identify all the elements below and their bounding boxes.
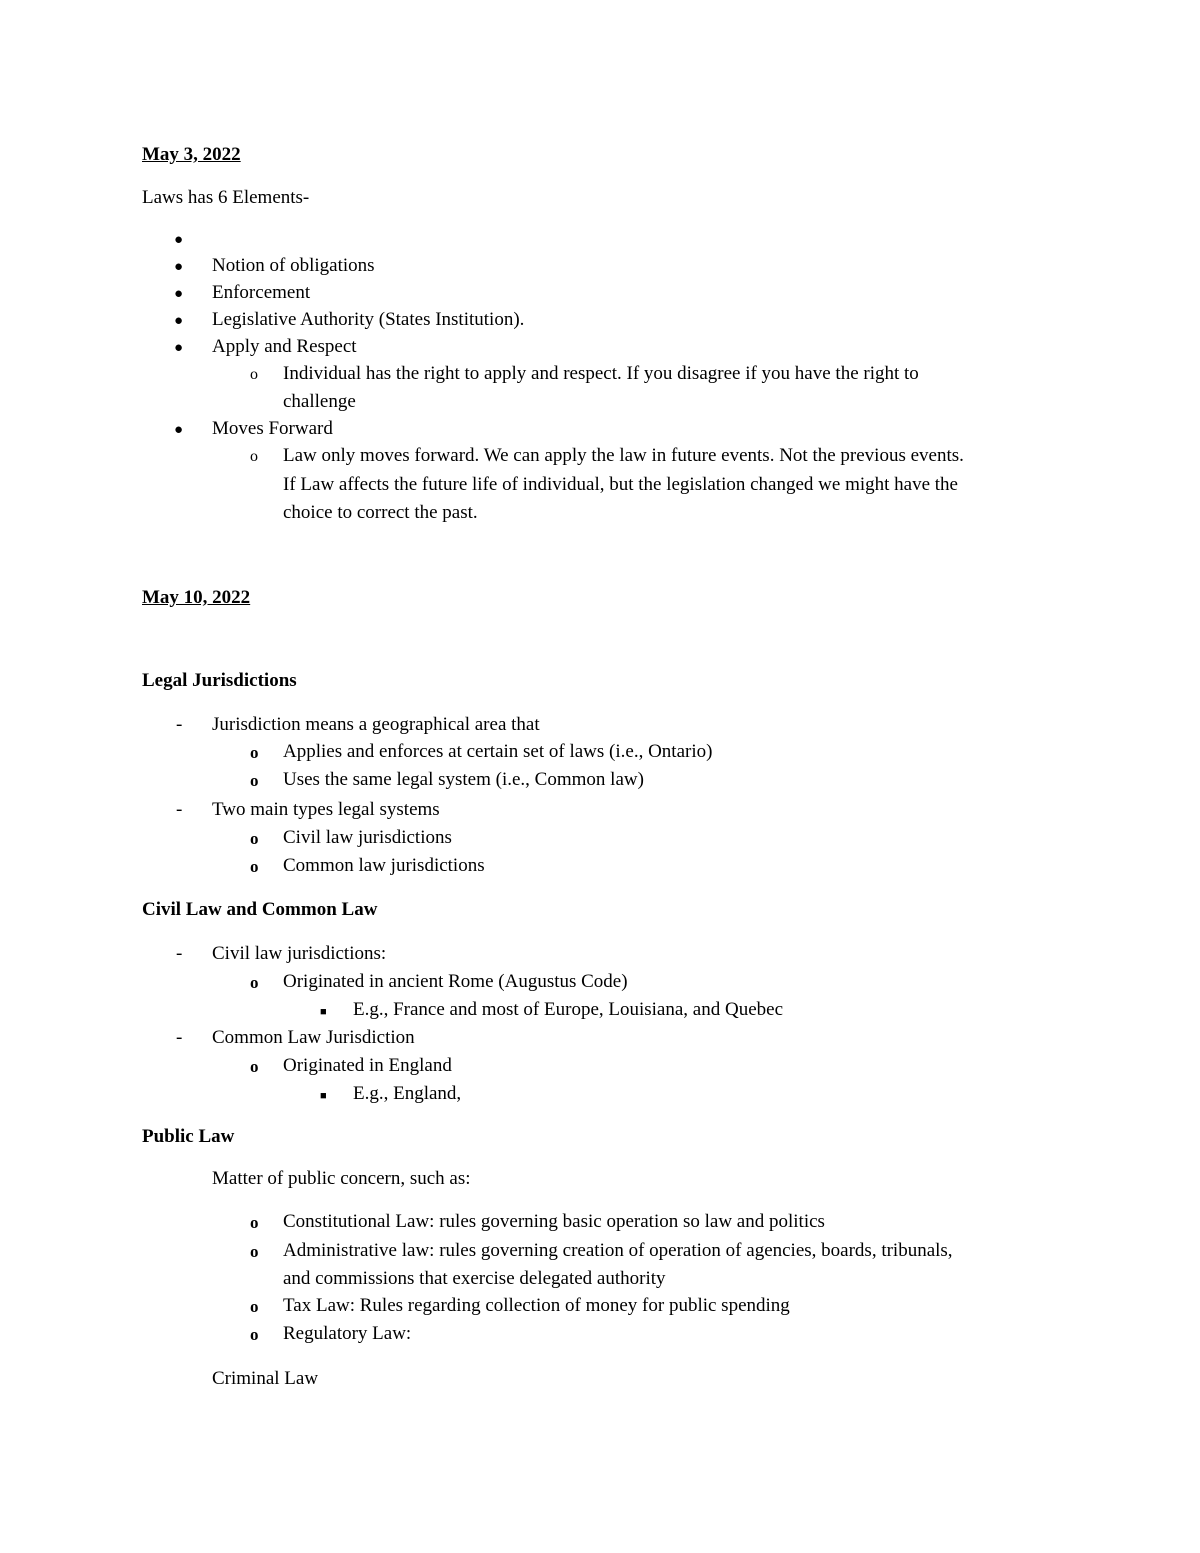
sub-list-item-continued: choice to correct the past.	[283, 502, 478, 523]
sub-list-item: Constitutional Law: rules governing basic operation so law and politics	[283, 1211, 825, 1232]
bullet-marker: ●	[174, 232, 184, 248]
sub-list-item: Originated in ancient Rome (Augustus Code)	[283, 971, 628, 992]
sub-bullet-marker: o	[250, 1242, 259, 1261]
list-item: Apply and Respect	[212, 336, 357, 357]
list-item: Jurisdiction means a geographical area that	[212, 714, 540, 735]
sub-list-item: Common law jurisdictions	[283, 855, 485, 876]
sub-bullet-marker: o	[250, 1325, 259, 1344]
sub-bullet-marker: o	[250, 743, 259, 762]
sub-sub-list-item: E.g., France and most of Europe, Louisiana, and Quebec	[353, 999, 784, 1020]
sub-sub-bullet-marker: ■	[320, 1090, 327, 1102]
bullet-marker: ●	[174, 286, 184, 302]
civil-common-law-heading: Civil Law and Common Law	[142, 899, 378, 920]
dash-marker: -	[176, 943, 183, 964]
sub-list-item: Regulatory Law:	[283, 1323, 412, 1344]
dash-marker: -	[176, 714, 183, 735]
sub-list-item-continued: challenge	[283, 391, 356, 412]
list-item: Moves Forward	[212, 418, 333, 439]
bullet-marker: ●	[174, 340, 184, 356]
public-law-heading: Public Law	[142, 1126, 235, 1147]
sub-bullet-marker: o	[250, 1057, 259, 1076]
laws-intro: Laws has 6 Elements-	[142, 187, 310, 208]
bullet-marker: ●	[174, 259, 184, 275]
sub-list-item: Tax Law: Rules regarding collection of money for public spending	[283, 1295, 790, 1316]
sub-bullet-marker: o	[250, 448, 258, 465]
sub-list-item: Originated in England	[283, 1055, 452, 1076]
sub-bullet-marker: o	[250, 1297, 259, 1316]
list-item: Legislative Authority (States Institution).	[212, 309, 525, 330]
sub-list-item: Administrative law: rules governing creation of operation of agencies, boards, tribunals,	[283, 1240, 953, 1261]
sub-bullet-marker: o	[250, 1213, 259, 1232]
sub-list-item: Civil law jurisdictions	[283, 827, 452, 848]
list-item: Two main types legal systems	[212, 799, 440, 820]
list-item: Civil law jurisdictions:	[212, 943, 387, 964]
bullet-marker: ●	[174, 422, 184, 438]
date-heading-may-10: May 10, 2022	[142, 587, 251, 608]
public-law-intro: Matter of public concern, such as:	[212, 1168, 471, 1189]
sub-sub-bullet-marker: ■	[320, 1006, 327, 1018]
sub-list-item: Uses the same legal system (i.e., Common law)	[283, 769, 644, 790]
list-item: Notion of obligations	[212, 255, 375, 276]
sub-list-item: Individual has the right to apply and respect. If you disagree if you have the right to	[283, 363, 919, 384]
sub-list-item-continued: and commissions that exercise delegated authority	[283, 1268, 666, 1289]
sub-bullet-marker: o	[250, 829, 259, 848]
sub-bullet-marker: o	[250, 973, 259, 992]
sub-list-item-continued: If Law affects the future life of individual, but the legislation changed we might have the	[283, 474, 958, 495]
dash-marker: -	[176, 1027, 183, 1048]
sub-bullet-marker: o	[250, 857, 259, 876]
sub-bullet-marker: o	[250, 771, 259, 790]
legal-jurisdictions-heading: Legal Jurisdictions	[142, 670, 297, 691]
sub-bullet-marker: o	[250, 366, 258, 383]
criminal-law-label: Criminal Law	[212, 1368, 319, 1389]
list-item: Enforcement	[212, 282, 311, 303]
sub-sub-list-item: E.g., England,	[353, 1083, 462, 1104]
dash-marker: -	[176, 799, 183, 820]
list-item: Common Law Jurisdiction	[212, 1027, 415, 1048]
date-heading-may-3: May 3, 2022	[142, 144, 241, 165]
sub-list-item: Law only moves forward. We can apply the law in future events. Not the previous events.	[283, 445, 964, 466]
sub-list-item: Applies and enforces at certain set of laws (i.e., Ontario)	[283, 741, 713, 762]
bullet-marker: ●	[174, 313, 184, 329]
